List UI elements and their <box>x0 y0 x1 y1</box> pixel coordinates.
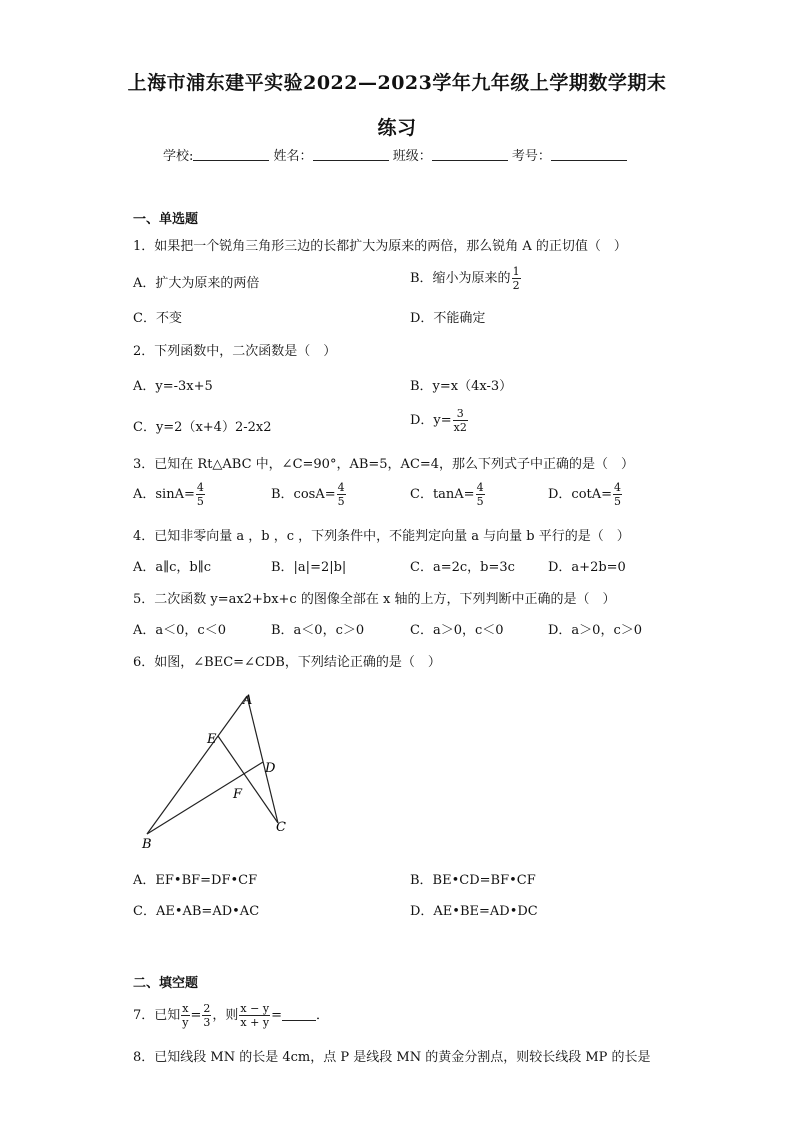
question-7 <box>133 1003 329 1028</box>
fraction-denominator: 2 <box>512 279 520 292</box>
q2-option-d <box>410 408 469 433</box>
fraction-denominator: 5 <box>337 495 345 508</box>
question-5: 5．二次函数 y=ax2+bx+c 的图像全部在 x 轴的上方，下列判断中正确的是（ ） <box>133 592 616 607</box>
student-info-line <box>163 145 627 164</box>
q3-option-b-text: B．cosA= <box>271 487 336 502</box>
name-blank <box>313 148 389 161</box>
fraction-denominator: 5 <box>476 495 484 508</box>
question-3: 3．已知在 Rt△ABC 中，∠C=90°，AB=5，AC=4，那么下列式子中正确的是（ ） <box>133 457 635 472</box>
q7-equals: = <box>190 1008 202 1023</box>
q7-text-mid: ，则 <box>212 1008 239 1023</box>
segment-ab <box>147 696 247 834</box>
q3-option-b-fraction <box>337 482 346 507</box>
q7-end-mark: ． <box>315 1008 329 1023</box>
label-point-f: F <box>233 787 243 802</box>
fraction-numerator: 4 <box>614 481 622 494</box>
class-label: 班级： <box>392 149 432 164</box>
q2-option-d-fraction <box>453 408 468 433</box>
fraction-numerator: x − y <box>240 1002 270 1015</box>
segment-ac <box>247 696 278 823</box>
fraction-denominator: 3 <box>203 1016 211 1029</box>
label-point-a: A <box>243 693 253 708</box>
fraction-numerator: 4 <box>337 481 345 494</box>
q7-text-prefix: 7．已知 <box>133 1008 181 1023</box>
question-6: 6．如图，∠BEC=∠CDB，下列结论正确的是（ ） <box>133 655 441 670</box>
section-heading-single-choice: 一、单选题 <box>133 212 199 227</box>
exam-no-blank <box>551 148 627 161</box>
q5-option-d: D．a＞0，c＞0 <box>548 623 642 638</box>
q3-option-c-text: C．tanA= <box>410 487 475 502</box>
q3-option-a <box>133 482 206 507</box>
q6-option-c: C．AE•AB=AD•AC <box>133 904 260 919</box>
section-heading-fill-blank: 二、填空题 <box>133 976 199 991</box>
name-label: 姓名： <box>273 149 313 164</box>
label-point-c: C <box>276 820 286 835</box>
q3-option-b <box>271 482 347 507</box>
page-title: 上海市浦东建平实验2022—2023学年九年级上学期数学期末 <box>127 72 667 94</box>
q6-option-d: D．AE•BE=AD•DC <box>410 904 538 919</box>
fraction-denominator: 5 <box>196 495 204 508</box>
q2-option-c: C．y=2（x+4）2-2x2 <box>133 420 272 435</box>
exam-no-label: 考号： <box>511 149 551 164</box>
q1-option-b-text: B．缩小为原来的 <box>410 271 511 286</box>
page-title-line2: 练习 <box>377 117 417 139</box>
q5-option-c: C．a＞0，c＜0 <box>410 623 504 638</box>
q7-answer-blank[interactable] <box>282 1008 316 1021</box>
q6-option-a: A．EF•BF=DF•CF <box>133 873 258 888</box>
q4-option-c: C．a=2c，b=3c <box>410 560 515 575</box>
fraction-numerator: 4 <box>196 481 204 494</box>
label-point-d: D <box>265 761 276 776</box>
fraction-numerator: 1 <box>512 265 520 278</box>
q6-triangle-figure <box>130 688 300 858</box>
label-point-e: E <box>207 732 217 747</box>
q5-option-b: B．a＜0，c＞0 <box>271 623 365 638</box>
label-point-b: B <box>142 837 152 852</box>
question-4: 4．已知非零向量 a ，b ，c ，下列条件中，不能判定向量 a 与向量 b 平行的是（ ） <box>133 529 630 544</box>
fraction-denominator: x2 <box>453 421 467 434</box>
q2-option-d-text: D．y= <box>410 413 452 428</box>
fraction-numerator: x <box>182 1002 189 1015</box>
q7-equals-answer: = <box>271 1008 282 1023</box>
school-blank <box>193 148 269 161</box>
q5-option-a: A．a＜0，c＜0 <box>133 623 226 638</box>
question-2: 2．下列函数中，二次函数是（ ） <box>133 344 337 359</box>
q6-option-b: B．BE•CD=BF•CF <box>410 873 536 888</box>
q1-option-c: C．不变 <box>133 311 182 326</box>
fraction-denominator: 5 <box>614 495 622 508</box>
q1-option-b-fraction <box>512 266 521 291</box>
q4-option-d: D．a+2b=0 <box>548 560 626 575</box>
q2-option-a: A．y=-3x+5 <box>133 379 213 394</box>
q4-option-b: B．|a|=2|b| <box>271 560 347 575</box>
q7-fraction-x-over-y <box>181 1003 189 1028</box>
question-8: 8．已知线段 MN 的长是 4cm，点 P 是线段 MN 的黄金分割点，则较长线段 MP 的长是 <box>133 1050 651 1065</box>
q4-option-a: A．a∥c，b∥c <box>133 560 212 575</box>
q2-option-b: B．y=x（4x-3） <box>410 379 513 394</box>
q7-fraction-two-thirds <box>202 1003 211 1028</box>
q3-option-c <box>410 482 486 507</box>
fraction-numerator: 3 <box>453 408 468 421</box>
class-blank <box>432 148 508 161</box>
fraction-numerator: 4 <box>476 481 484 494</box>
fraction-denominator: x + y <box>240 1016 270 1029</box>
fraction-denominator: y <box>182 1016 189 1029</box>
fraction-numerator: 2 <box>203 1002 211 1015</box>
segment-ec <box>218 736 278 823</box>
q1-option-b <box>410 266 522 291</box>
segment-bd <box>147 762 263 834</box>
q3-option-a-fraction <box>196 482 205 507</box>
q1-option-a: A．扩大为原来的两倍 <box>133 276 260 291</box>
q3-option-a-text: A．sinA= <box>133 487 195 502</box>
q1-option-d: D．不能确定 <box>410 311 486 326</box>
q7-fraction-expression <box>239 1003 270 1028</box>
q3-option-d-fraction <box>613 482 622 507</box>
q3-option-d <box>548 482 623 507</box>
q3-option-c-fraction <box>476 482 485 507</box>
q3-option-d-text: D．cotA= <box>548 487 613 502</box>
school-label: 学校: <box>163 149 194 164</box>
question-1: 1．如果把一个锐角三角形三边的长都扩大为原来的两倍，那么锐角 A 的正切值（ ） <box>133 239 627 254</box>
